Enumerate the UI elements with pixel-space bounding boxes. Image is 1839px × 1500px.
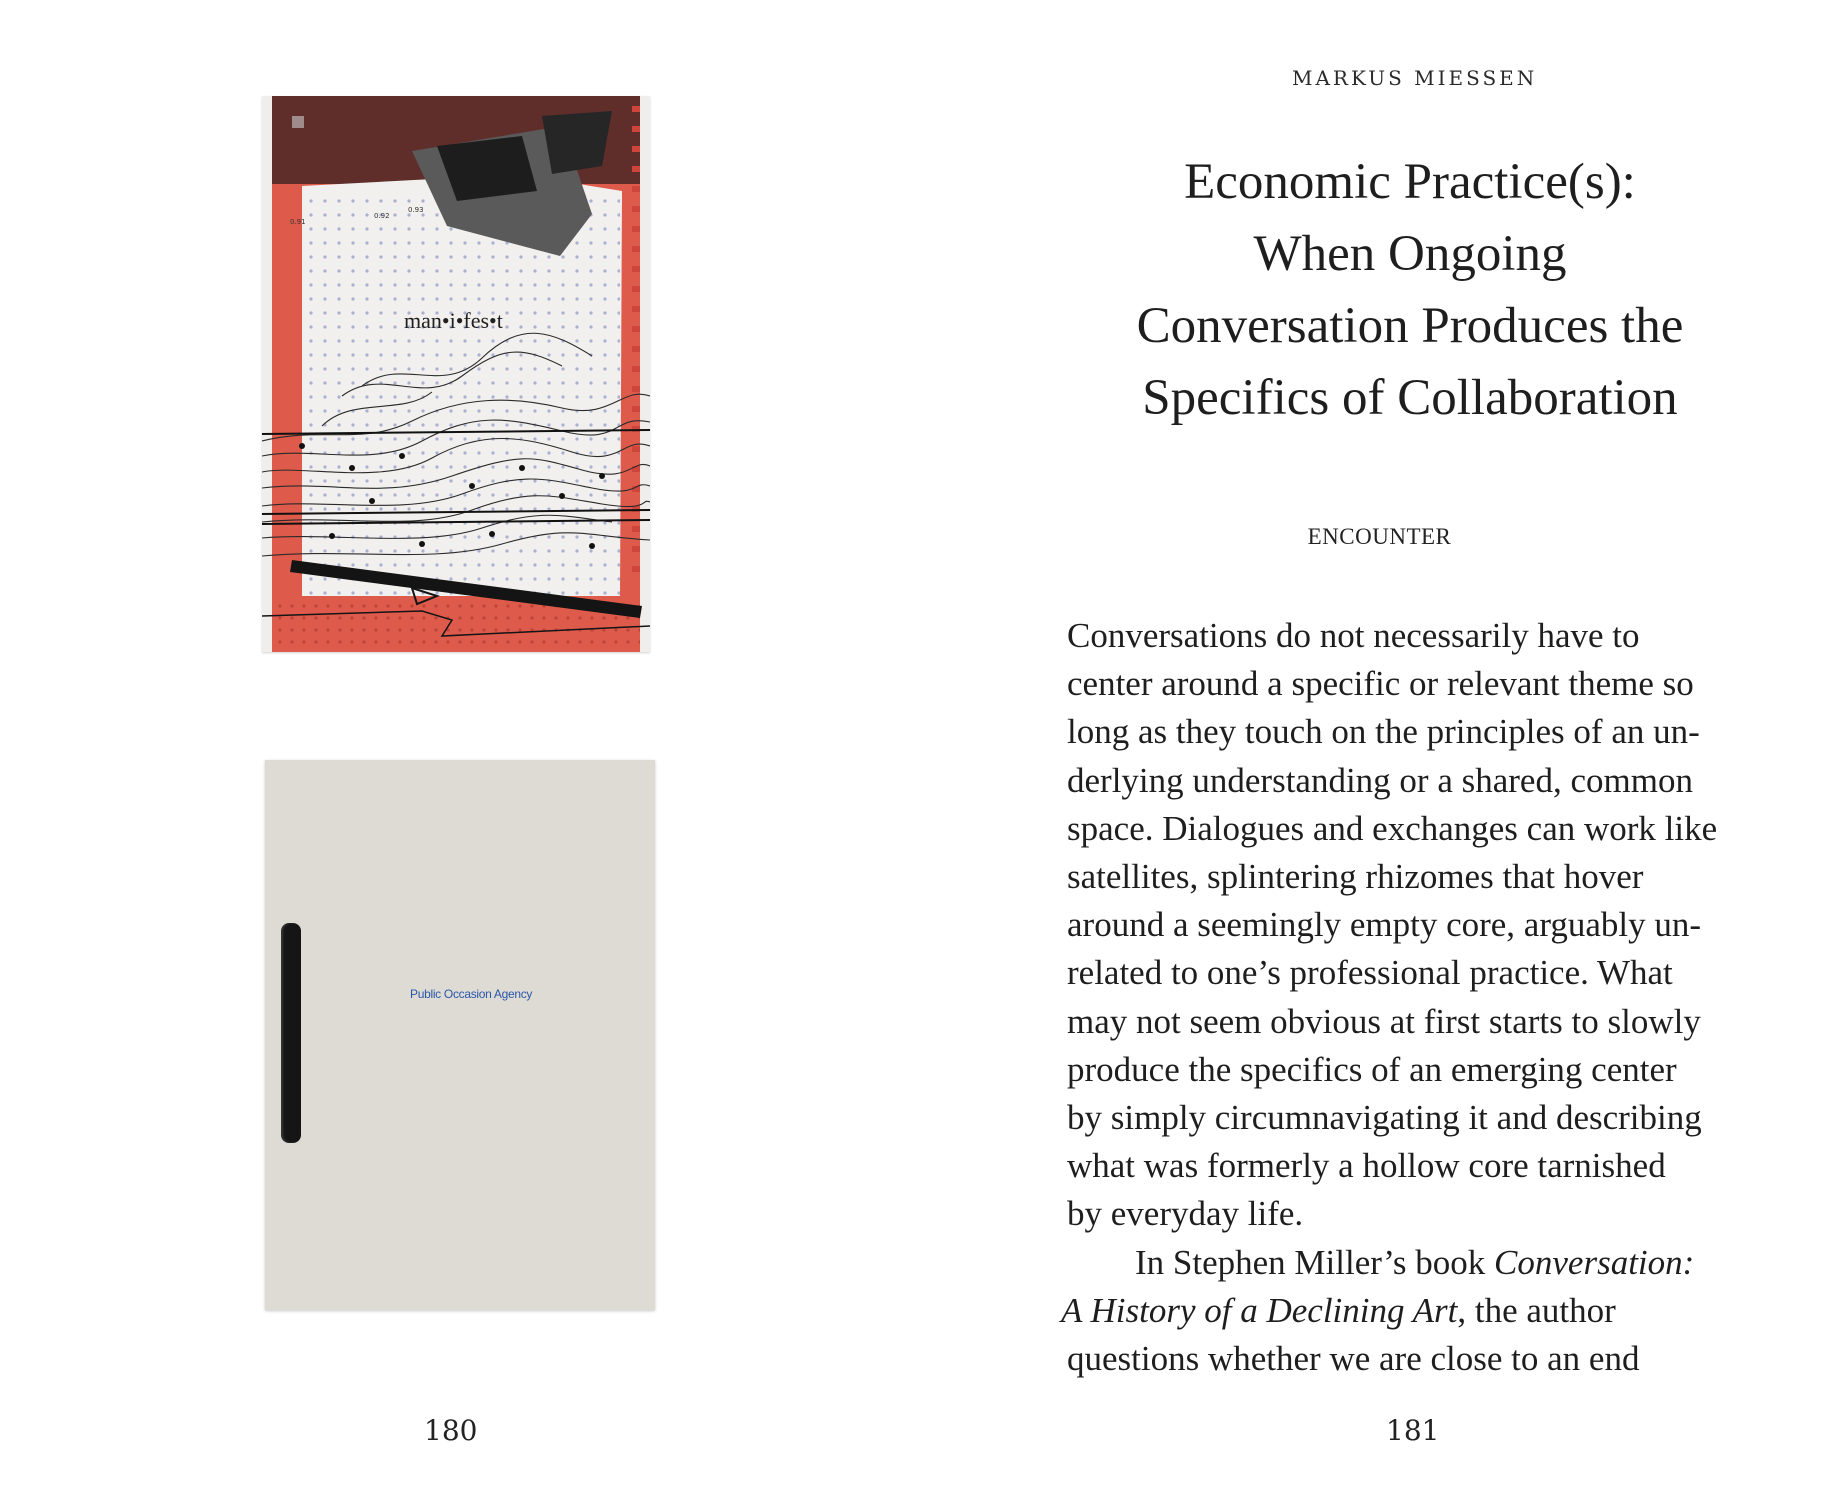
section-heading: ENCOUNTER: [1307, 524, 1452, 549]
text-line: questions whether we are close to an end: [1067, 1339, 1640, 1379]
text-line: satellites, splintering rhizomes that hover: [1067, 857, 1644, 897]
manifest-book-cover: [262, 96, 650, 652]
page-number-left: 180: [424, 1414, 478, 1447]
text-line: related to one’s professional practice. What: [1067, 953, 1673, 993]
text-line: around a seemingly empty core, arguably un-: [1067, 905, 1702, 945]
right-page: [920, 0, 1839, 1500]
text-line: center around a specific or relevant theme so: [1067, 664, 1694, 704]
text-line: produce the specifics of an emerging center: [1067, 1049, 1677, 1089]
text-line: space. Dialogues and exchanges can work like: [1067, 808, 1718, 848]
chapter-title: [1065, 146, 1755, 434]
text-line: by everyday life.: [1067, 1194, 1304, 1234]
text-line: [1061, 1287, 1767, 1335]
text-run: , the author: [1457, 1290, 1616, 1330]
body-text: [1061, 612, 1767, 1383]
public-occasion-agency-book-cover: [265, 760, 655, 1310]
text-run: In Stephen Miller’s book: [1135, 1242, 1495, 1282]
svg-text:0.93: 0.93: [408, 206, 424, 214]
chapter-title-line: When Ongoing: [1253, 226, 1567, 282]
book-title-italic: Conversation:: [1494, 1242, 1695, 1282]
text-line: by simply circumnavigating it and describing: [1067, 1098, 1702, 1138]
manifest-cover-artwork: [262, 96, 650, 652]
text-line: long as they touch on the principles of an un-: [1067, 712, 1700, 752]
text-line: may not seem obvious at first starts to slowly: [1067, 1001, 1701, 1041]
text-line: [1067, 1239, 1767, 1287]
chapter-title-line: Conversation Produces the: [1136, 298, 1684, 354]
page-number-right: 181: [1386, 1414, 1440, 1447]
chapter-title-line: Economic Practice(s):: [1184, 154, 1636, 210]
chapter-title-line: Specifics of Collaboration: [1142, 370, 1678, 426]
text-line: derlying understanding or a shared, common: [1067, 760, 1693, 800]
manifest-book-title: man•i•fes•t: [404, 308, 503, 333]
book-title-italic: A History of a Declining Art: [1061, 1290, 1458, 1330]
text-line: what was formerly a hollow core tarnished: [1067, 1146, 1666, 1186]
public-occasion-agency-book-title: Public Occasion Agency: [410, 987, 533, 1001]
running-head: MARKUS MIESSEN: [1292, 66, 1538, 90]
svg-text:0.92: 0.92: [374, 212, 390, 220]
text-line: Conversations do not necessarily have to: [1067, 616, 1640, 655]
binding-clip: [281, 923, 301, 1143]
svg-text:0.91: 0.91: [290, 218, 306, 226]
